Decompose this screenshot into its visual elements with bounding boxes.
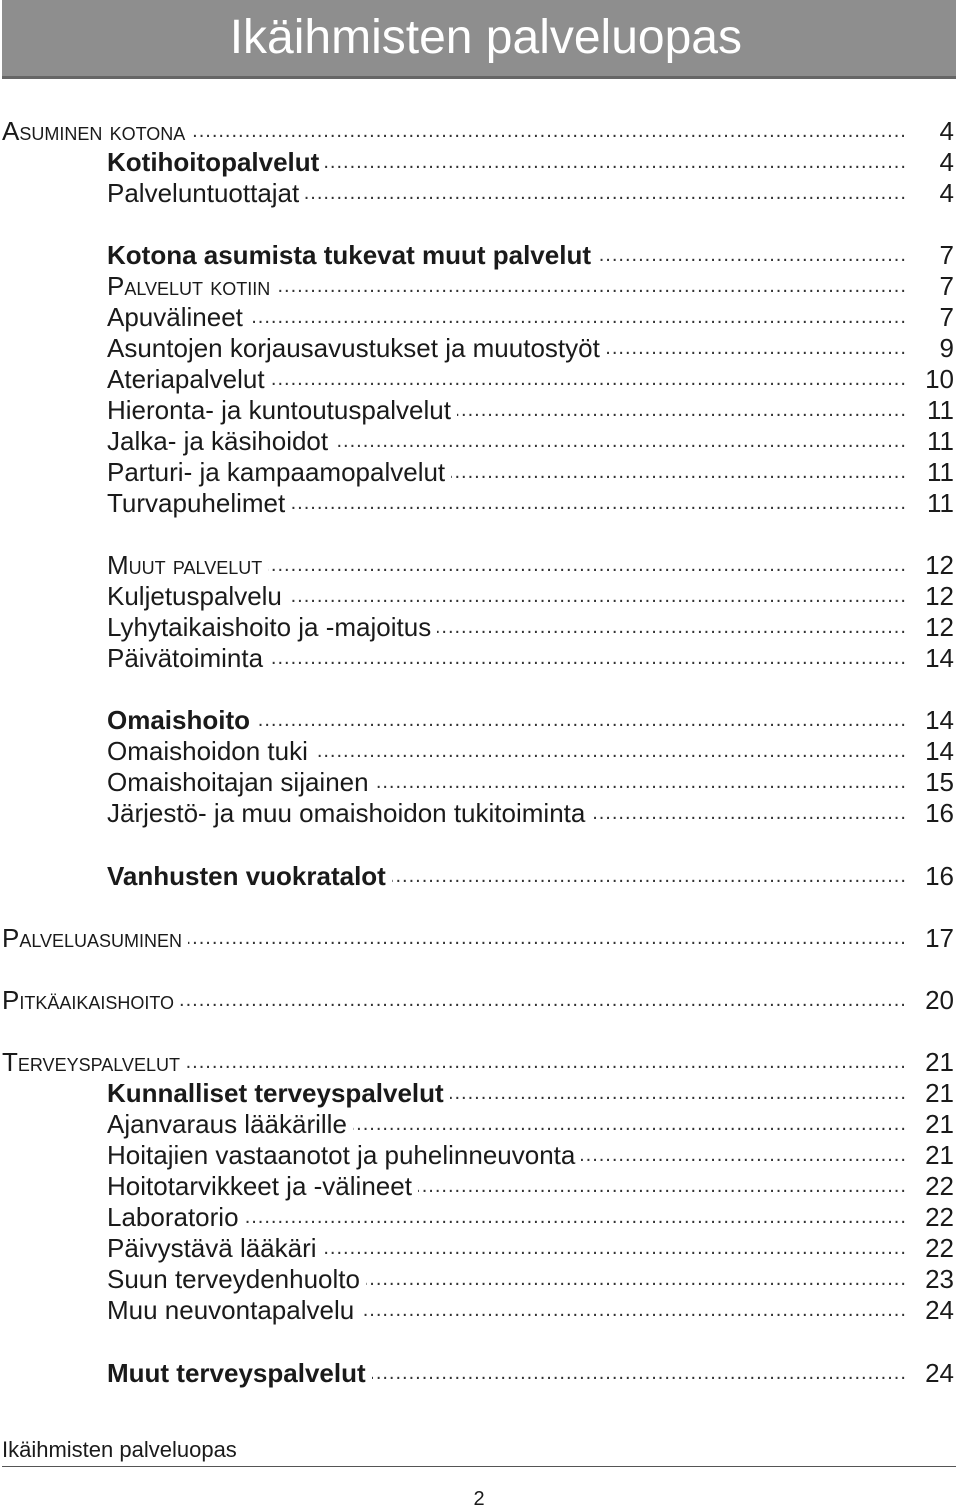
toc-entry[interactable] (107, 798, 908, 829)
toc-entry-label: Järjestö- ja muu omaishoidon tukitoiminta (107, 798, 591, 829)
toc-entry[interactable] (107, 488, 908, 519)
toc-entry[interactable] (107, 705, 908, 736)
toc-page-number: 9 (939, 333, 954, 363)
toc-entry-label: Palveluasuminen (2, 923, 188, 954)
toc-entry[interactable] (107, 1140, 908, 1171)
toc-page-number: 14 (925, 736, 954, 766)
toc-entry-label: Hieronta- ja kuntoutuspalvelut (107, 395, 457, 426)
toc-entry-label: Suun terveydenhuolto (107, 1264, 366, 1295)
toc-entry[interactable] (107, 612, 908, 643)
toc-entry[interactable] (107, 240, 908, 271)
toc-page-number: 11 (927, 426, 954, 456)
toc-entry-label: Ateriapalvelut (107, 364, 271, 395)
toc-page-number: 4 (939, 178, 954, 208)
toc-page-number: 20 (925, 985, 954, 1015)
toc-entry-label: Kuljetuspalvelu (107, 581, 288, 612)
toc-entry[interactable] (107, 1295, 908, 1326)
toc-entry-label: Parturi- ja kampaamopalvelut (107, 457, 451, 488)
toc-entry-label: Laboratorio (107, 1202, 245, 1233)
toc-page-number: 24 (925, 1295, 954, 1325)
toc-entry-label: Kotona asumista tukevat muut palvelut (107, 240, 597, 271)
footer-title: Ikäihmisten palveluopas (2, 1437, 237, 1462)
toc-entry-label: Pitkäaikaishoito (2, 985, 180, 1016)
toc-entry-label: Omaishoitajan sijainen (107, 767, 375, 798)
toc-entry[interactable] (107, 333, 908, 364)
toc-entry-label: Omaishoidon tuki (107, 736, 314, 767)
toc-entry[interactable] (107, 861, 908, 892)
toc-entry-label: Asuntojen korjausavustukset ja muutostyöt (107, 333, 606, 364)
toc-page-number: 21 (925, 1140, 954, 1170)
toc-entry[interactable] (107, 457, 908, 488)
toc-page-number: 24 (925, 1358, 954, 1388)
toc-page-number: 22 (925, 1233, 954, 1263)
toc-entry[interactable] (2, 116, 908, 147)
toc-entry-label: Päivystävä lääkäri (107, 1233, 323, 1264)
toc-entry[interactable] (107, 767, 908, 798)
toc-page-number: 7 (939, 271, 954, 301)
toc-entry-label: Muut terveyspalvelut (107, 1358, 372, 1389)
toc-entry[interactable] (107, 1233, 908, 1264)
footer-divider (2, 1466, 956, 1467)
toc-entry-label: Ajanvaraus lääkärille (107, 1109, 353, 1140)
toc-page-number: 12 (925, 550, 954, 580)
toc-page-number: 16 (925, 861, 954, 891)
toc-entry-label: Päivätoiminta (107, 643, 269, 674)
toc-entry[interactable] (107, 364, 908, 395)
toc-page-number: 21 (925, 1109, 954, 1139)
toc-entry-label: Omaishoito (107, 705, 256, 736)
toc-entry-label: Vanhusten vuokratalot (107, 861, 392, 892)
toc-entry[interactable] (107, 1202, 908, 1233)
toc-entry[interactable] (107, 736, 908, 767)
toc-entry-label: Palvelut kotiin (107, 271, 276, 302)
toc-page-number: 12 (925, 612, 954, 642)
toc-page-number: 11 (927, 395, 954, 425)
footer-page-number: 2 (473, 1488, 485, 1510)
toc-entry[interactable] (107, 1264, 908, 1295)
toc-entry[interactable] (107, 147, 908, 178)
toc-entry-label: Muut palvelut (107, 550, 268, 581)
toc-entry-label: Apuvälineet (107, 302, 249, 333)
toc-page-number: 22 (925, 1171, 954, 1201)
toc-entry[interactable] (107, 550, 908, 581)
toc-entry[interactable] (107, 1109, 908, 1140)
toc-entry[interactable] (107, 643, 908, 674)
title-bar (2, 0, 956, 79)
toc-entry[interactable] (107, 395, 908, 426)
toc-page-number: 12 (925, 581, 954, 611)
toc-page-number: 11 (927, 488, 954, 518)
page-title: Ikäihmisten palveluopas (229, 11, 742, 64)
toc-entry-label: Hoitajien vastaanotot ja puhelinneuvonta (107, 1140, 581, 1171)
toc-entry-label: Asuminen kotona (2, 116, 191, 147)
toc-entry[interactable] (107, 1171, 908, 1202)
toc-entry-label: Palveluntuottajat (107, 178, 305, 209)
toc-entry[interactable] (107, 1358, 908, 1389)
toc-page-number: 10 (925, 364, 954, 394)
toc-page-number: 14 (925, 643, 954, 673)
toc-page-number: 17 (925, 923, 954, 953)
toc-entry-label: Kotihoitopalvelut (107, 147, 325, 178)
toc-page-number: 16 (925, 798, 954, 828)
toc-page-number: 14 (925, 705, 954, 735)
toc-page-number: 7 (939, 240, 954, 270)
toc-page-number: 21 (925, 1047, 954, 1077)
toc-page-number: 22 (925, 1202, 954, 1232)
toc-entry[interactable] (2, 985, 908, 1016)
toc-entry[interactable] (107, 178, 908, 209)
toc-page-number: 11 (927, 457, 954, 487)
toc-entry[interactable] (107, 271, 908, 302)
toc-page-number: 15 (925, 767, 954, 797)
toc-page-number: 23 (925, 1264, 954, 1294)
toc-page-number: 7 (939, 302, 954, 332)
toc-entry-label: Kunnalliset terveyspalvelut (107, 1078, 450, 1109)
toc-entry[interactable] (107, 1078, 908, 1109)
toc-entry[interactable] (2, 1047, 908, 1078)
toc-page-number: 4 (939, 147, 954, 177)
toc-entry-label: Hoitotarvikkeet ja -välineet (107, 1171, 418, 1202)
toc-entry[interactable] (2, 923, 908, 954)
toc-entry-label: Jalka- ja käsihoidot (107, 426, 334, 457)
toc-entry-label: Terveyspalvelut (2, 1047, 186, 1078)
toc-entry[interactable] (107, 302, 908, 333)
toc-entry[interactable] (107, 426, 908, 457)
toc-entry-label: Turvapuhelimet (107, 488, 291, 519)
toc-page-number: 21 (925, 1078, 954, 1108)
toc-entry-label: Muu neuvontapalvelu (107, 1295, 360, 1326)
toc-entry[interactable] (107, 581, 908, 612)
toc-page-number: 4 (939, 116, 954, 146)
toc-entry-label: Lyhytaikaishoito ja -majoitus (107, 612, 437, 643)
